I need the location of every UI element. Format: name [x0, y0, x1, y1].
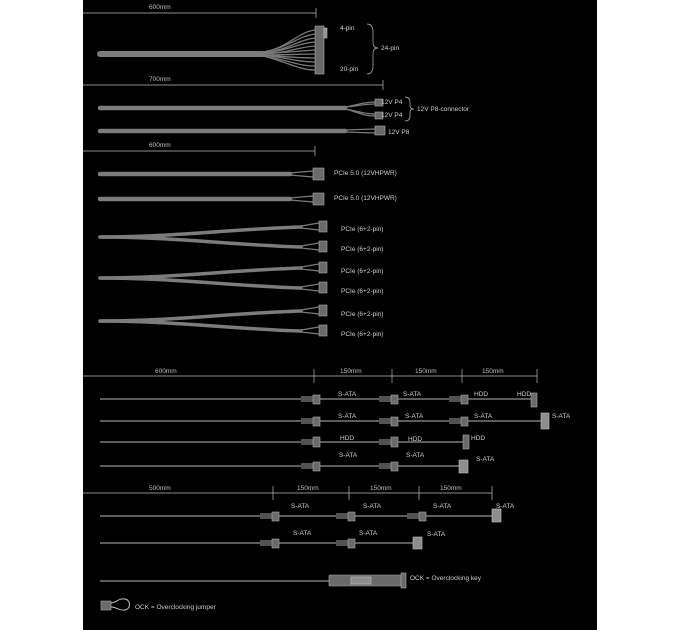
- sata600-r1-conn-2: [391, 395, 398, 404]
- atx-length-label: 600mm: [149, 4, 171, 11]
- pcie-label-1: PCIe (6+2-pin): [341, 226, 384, 233]
- pcie5-connector-1: [313, 168, 324, 180]
- eps-label-1: 12V P4: [381, 99, 403, 106]
- sata500-length-label: 500mm: [149, 485, 171, 492]
- sata600-r2-conn-2: [391, 417, 398, 426]
- sata600-r4-label-1: S-ATA: [339, 452, 358, 459]
- sata500-r1-conn-3: [419, 512, 426, 521]
- sata600-r1-conn-4: [531, 393, 537, 407]
- sata600-r4-label-2: S-ATA: [406, 452, 425, 459]
- sata500-r2-conn-1: [272, 539, 279, 548]
- sata600-r2-label-4: S-ATA: [552, 413, 571, 420]
- sata600-seg3-label: 150mm: [482, 368, 504, 375]
- sata600-r2-label-2: S-ATA: [405, 413, 424, 420]
- sata600-r4-conn-1: [313, 462, 320, 471]
- ock-key-label: OCK = Overclocking key: [410, 575, 481, 582]
- atx-4pin-label: 4-pin: [340, 25, 355, 32]
- pcie-pair-1: [100, 221, 327, 252]
- cable-diagram-panel: [83, 0, 597, 630]
- sata500-r2-label-1: S-ATA: [293, 530, 312, 537]
- sata600-r1-label-4: HDD: [517, 391, 532, 398]
- sata500-r2-conn-3: [413, 537, 422, 549]
- pcie-label-6: PCIe (6+2-pin): [341, 331, 384, 338]
- pcie-length-label: 600mm: [149, 142, 171, 149]
- ock-jumper-icon: [101, 599, 130, 610]
- sata600-length-label: 600mm: [155, 368, 177, 375]
- sata500-r2-label-2: S-ATA: [359, 530, 378, 537]
- sata600-r3-conn-1: [313, 437, 320, 447]
- sata600-r1-label-1: S-ATA: [338, 391, 357, 398]
- cable-diagram: [83, 0, 597, 630]
- atx-20pin-label: 20-pin: [340, 66, 359, 73]
- sata500-seg3-label: 150mm: [440, 485, 462, 492]
- pcie-label-5: PCIe (6+2-pin): [341, 311, 384, 318]
- sata600-seg1-label: 150mm: [340, 368, 362, 375]
- ock-jumper-label: OCK = Overclocking jumper: [135, 604, 216, 611]
- sata500-seg2-label: 150mm: [370, 485, 392, 492]
- sata600-r2-conn-3: [461, 417, 468, 426]
- sata500-r2-label-3: S-ATA: [427, 531, 446, 538]
- sata600-r3-label-3: HDD: [471, 435, 486, 442]
- sata500-r1-label-2: S-ATA: [363, 503, 382, 510]
- sata600-r3-conn-3: [463, 435, 469, 449]
- pcie-label-3: PCIe (6+2-pin): [341, 268, 384, 275]
- sata600-r2-label-3: S-ATA: [474, 413, 493, 420]
- sata600-r3-conn-2: [391, 437, 398, 447]
- sata500-r1-label-1: S-ATA: [291, 503, 310, 510]
- sata500-r1-label-3: S-ATA: [433, 503, 452, 510]
- sata500-r2-conn-2: [348, 539, 355, 548]
- sata600-r1-conn-3: [461, 395, 468, 404]
- eps-label-3: 12V P8: [388, 129, 410, 136]
- sata600-r3-label-2: HDD: [408, 436, 423, 443]
- sata500-r1-conn-4: [492, 509, 501, 522]
- pcie5-connector-2: [313, 193, 324, 205]
- sata600-r1-label-3: HDD: [474, 391, 489, 398]
- sata500-r1-conn-2: [348, 512, 355, 521]
- sata600-seg2-label: 150mm: [415, 368, 437, 375]
- atx-brace: [367, 24, 378, 74]
- sata600-r1-conn-1: [313, 395, 320, 404]
- sata600-r4-label-3: S-ATA: [476, 456, 495, 463]
- sata600-r2-label-1: S-ATA: [338, 413, 357, 420]
- sata500-seg1-label: 150mm: [297, 485, 319, 492]
- atx-24pin-connector: [315, 26, 324, 74]
- sata600-r4-conn-2: [391, 462, 398, 471]
- pcie-label-4: PCIe (6+2-pin): [341, 288, 384, 295]
- pcie-pair-3: [100, 305, 327, 336]
- eps-group-label: 12V P8-connector: [417, 106, 470, 113]
- atx-24pin-label: 24-pin: [381, 45, 400, 52]
- sata600-r1-label-2: S-ATA: [403, 391, 422, 398]
- sata600-r3-label-1: HDD: [340, 435, 355, 442]
- pcie5-label-1: PCIe 5.0 (12VHPWR): [334, 170, 397, 177]
- eps-p8-connector: [375, 126, 385, 135]
- sata600-r4-conn-3: [459, 460, 468, 473]
- sata600-r2-conn-1: [313, 417, 320, 426]
- eps-label-2: 12V P4: [381, 112, 403, 119]
- sata600-r2-conn-4: [541, 413, 549, 429]
- pcie-pair-2: [100, 262, 327, 293]
- atx-wire-fan: [263, 30, 315, 70]
- sata500-r1-label-4: S-ATA: [496, 503, 515, 510]
- sata500-r1-conn-1: [272, 512, 279, 521]
- pcie-label-2: PCIe (6+2-pin): [341, 246, 384, 253]
- pcie5-label-2: PCIe 5.0 (12VHPWR): [334, 195, 397, 202]
- eps-length-label: 700mm: [149, 76, 171, 83]
